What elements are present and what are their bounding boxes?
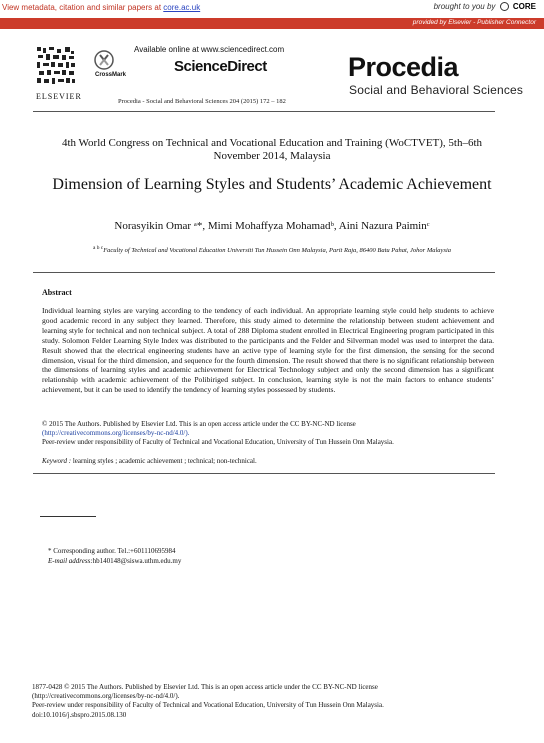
core-link-text: View metadata, citation and similar papers at: [2, 3, 164, 12]
bottom-copyright: [32, 683, 502, 720]
license-link[interactable]: (http://creativecommons.org/licenses/by-nc-nd/4.0/).: [42, 429, 190, 437]
peer-review-line: Peer-review under responsibility of Faculty of Technical and Vocational Education, University of Tun Hussein Onn Malaysia.: [42, 438, 394, 446]
core-metadata-link[interactable]: [2, 3, 200, 12]
brought-by-text: brought to you by: [433, 2, 496, 11]
header-rule: [33, 111, 495, 112]
issn-line: 1877-0428 © 2015 The Authors. Published by Elsevier Ltd. This is an open access article under the CC BY-NC-ND license: [32, 683, 378, 691]
abstract-top-rule: [33, 272, 495, 273]
elsevier-wordmark: ELSEVIER: [36, 92, 82, 101]
bottom-license-link[interactable]: (http://creativecommons.org/licenses/by-nc-nd/4.0/).: [32, 692, 180, 701]
provided-by[interactable]: provided by Elsevier - Publisher Connector: [412, 19, 536, 26]
sciencedirect-logo: ScienceDirect: [174, 58, 267, 75]
copyright-block: [42, 420, 494, 447]
footnote-rule: [40, 516, 96, 517]
procedia-subtitle: Social and Behavioral Sciences: [349, 83, 524, 97]
bottom-peer-review: Peer-review under responsibility of Faculty of Technical and Vocational Education, University of Tun Hussein Onn Malaysia.: [32, 701, 384, 710]
affiliation-marks: a b c: [92, 245, 104, 251]
affiliation-text: Faculty of Technical and Vocational Education Universiti Tun Hussein Onn Malaysia, Parit Raja, 86400 Batu Pahat, Johor Malaysia: [103, 247, 452, 255]
doi[interactable]: doi:10.1016/j.sbspro.2015.08.130: [32, 710, 127, 719]
available-online: Available online at www.sciencedirect.com: [134, 45, 285, 54]
keywords-label: Keyword :: [42, 457, 72, 465]
paper-title: Dimension of Learning Styles and Students’ Academic Achievement: [52, 176, 492, 193]
email-line: [48, 557, 181, 566]
journal-citation: Procedia - Social and Behavioral Sciences 204 (2015) 172 – 182: [118, 98, 286, 105]
core-brand[interactable]: [434, 2, 536, 11]
elsevier-tree-logo-icon: [35, 45, 77, 87]
copyright-line: © 2015 The Authors. Published by Elsevier Ltd. This is an open access article under the CC BY-NC-ND license: [42, 420, 356, 428]
keywords-text: learning styles ; academic achievement ; technical; non-technical.: [71, 457, 257, 465]
keywords: [42, 457, 257, 465]
keywords-rule: [33, 473, 495, 474]
conference-line: 4th World Congress on Technical and Vocational Education and Training (WoCTVET), 5th–6th November 2014, Malaysia: [61, 137, 483, 162]
core-logo-icon: [500, 2, 509, 11]
crossmark-label: CrossMark: [95, 72, 127, 78]
crossmark-icon[interactable]: [94, 50, 114, 70]
email-address[interactable]: hb140148@siswa.uthm.edu.my: [92, 557, 182, 565]
author-list: Norasyikin Omar ᵃ*, Mimi Mohaffyza Mohamadᵇ, Aini Nazura Paiminᶜ: [114, 220, 430, 232]
corresponding-author: * Corresponding author. Tel.:+601110695984: [48, 547, 176, 555]
core-logo-text: CORE: [512, 2, 536, 11]
email-label: E-mail address:: [48, 557, 93, 565]
procedia-logo: Procedia: [348, 52, 459, 82]
core-link-url[interactable]: core.ac.uk: [163, 3, 201, 12]
abstract-text: Individual learning styles are varying according to the tendency of each individual. An appropriate learning style could help students to achieve good academic record in any subject they learned. Therefore, this study aimed to determine the relationship between student achievement and learning style for technical and non technical subject. A total of 288 Diploma student enrolled in Electrical Engineering program participated in this study. Solomon Felder Learning Style Index was distributed to the participants and the Felder and Silverman model was used to interpret the data. Result showed that the electrical engineering students have an active type of learning style for the first dimension, the sensing for the second dimension, visual for the third dimension, and sequence for the fourth dimension. The result showed that there is no significant relationship between the dimensions of learning styles and academic achievement for Electrical Technology subject and only the second dimension has a significant relationship with academic achievement of the Polibiriged subject. In conclusion, learning style is not the main factors to enhance students’ achievement, but it can be used to identify the tendency of learning styles possessed by students.: [42, 306, 494, 395]
affiliation: [40, 245, 504, 254]
abstract-heading: Abstract: [42, 288, 72, 297]
